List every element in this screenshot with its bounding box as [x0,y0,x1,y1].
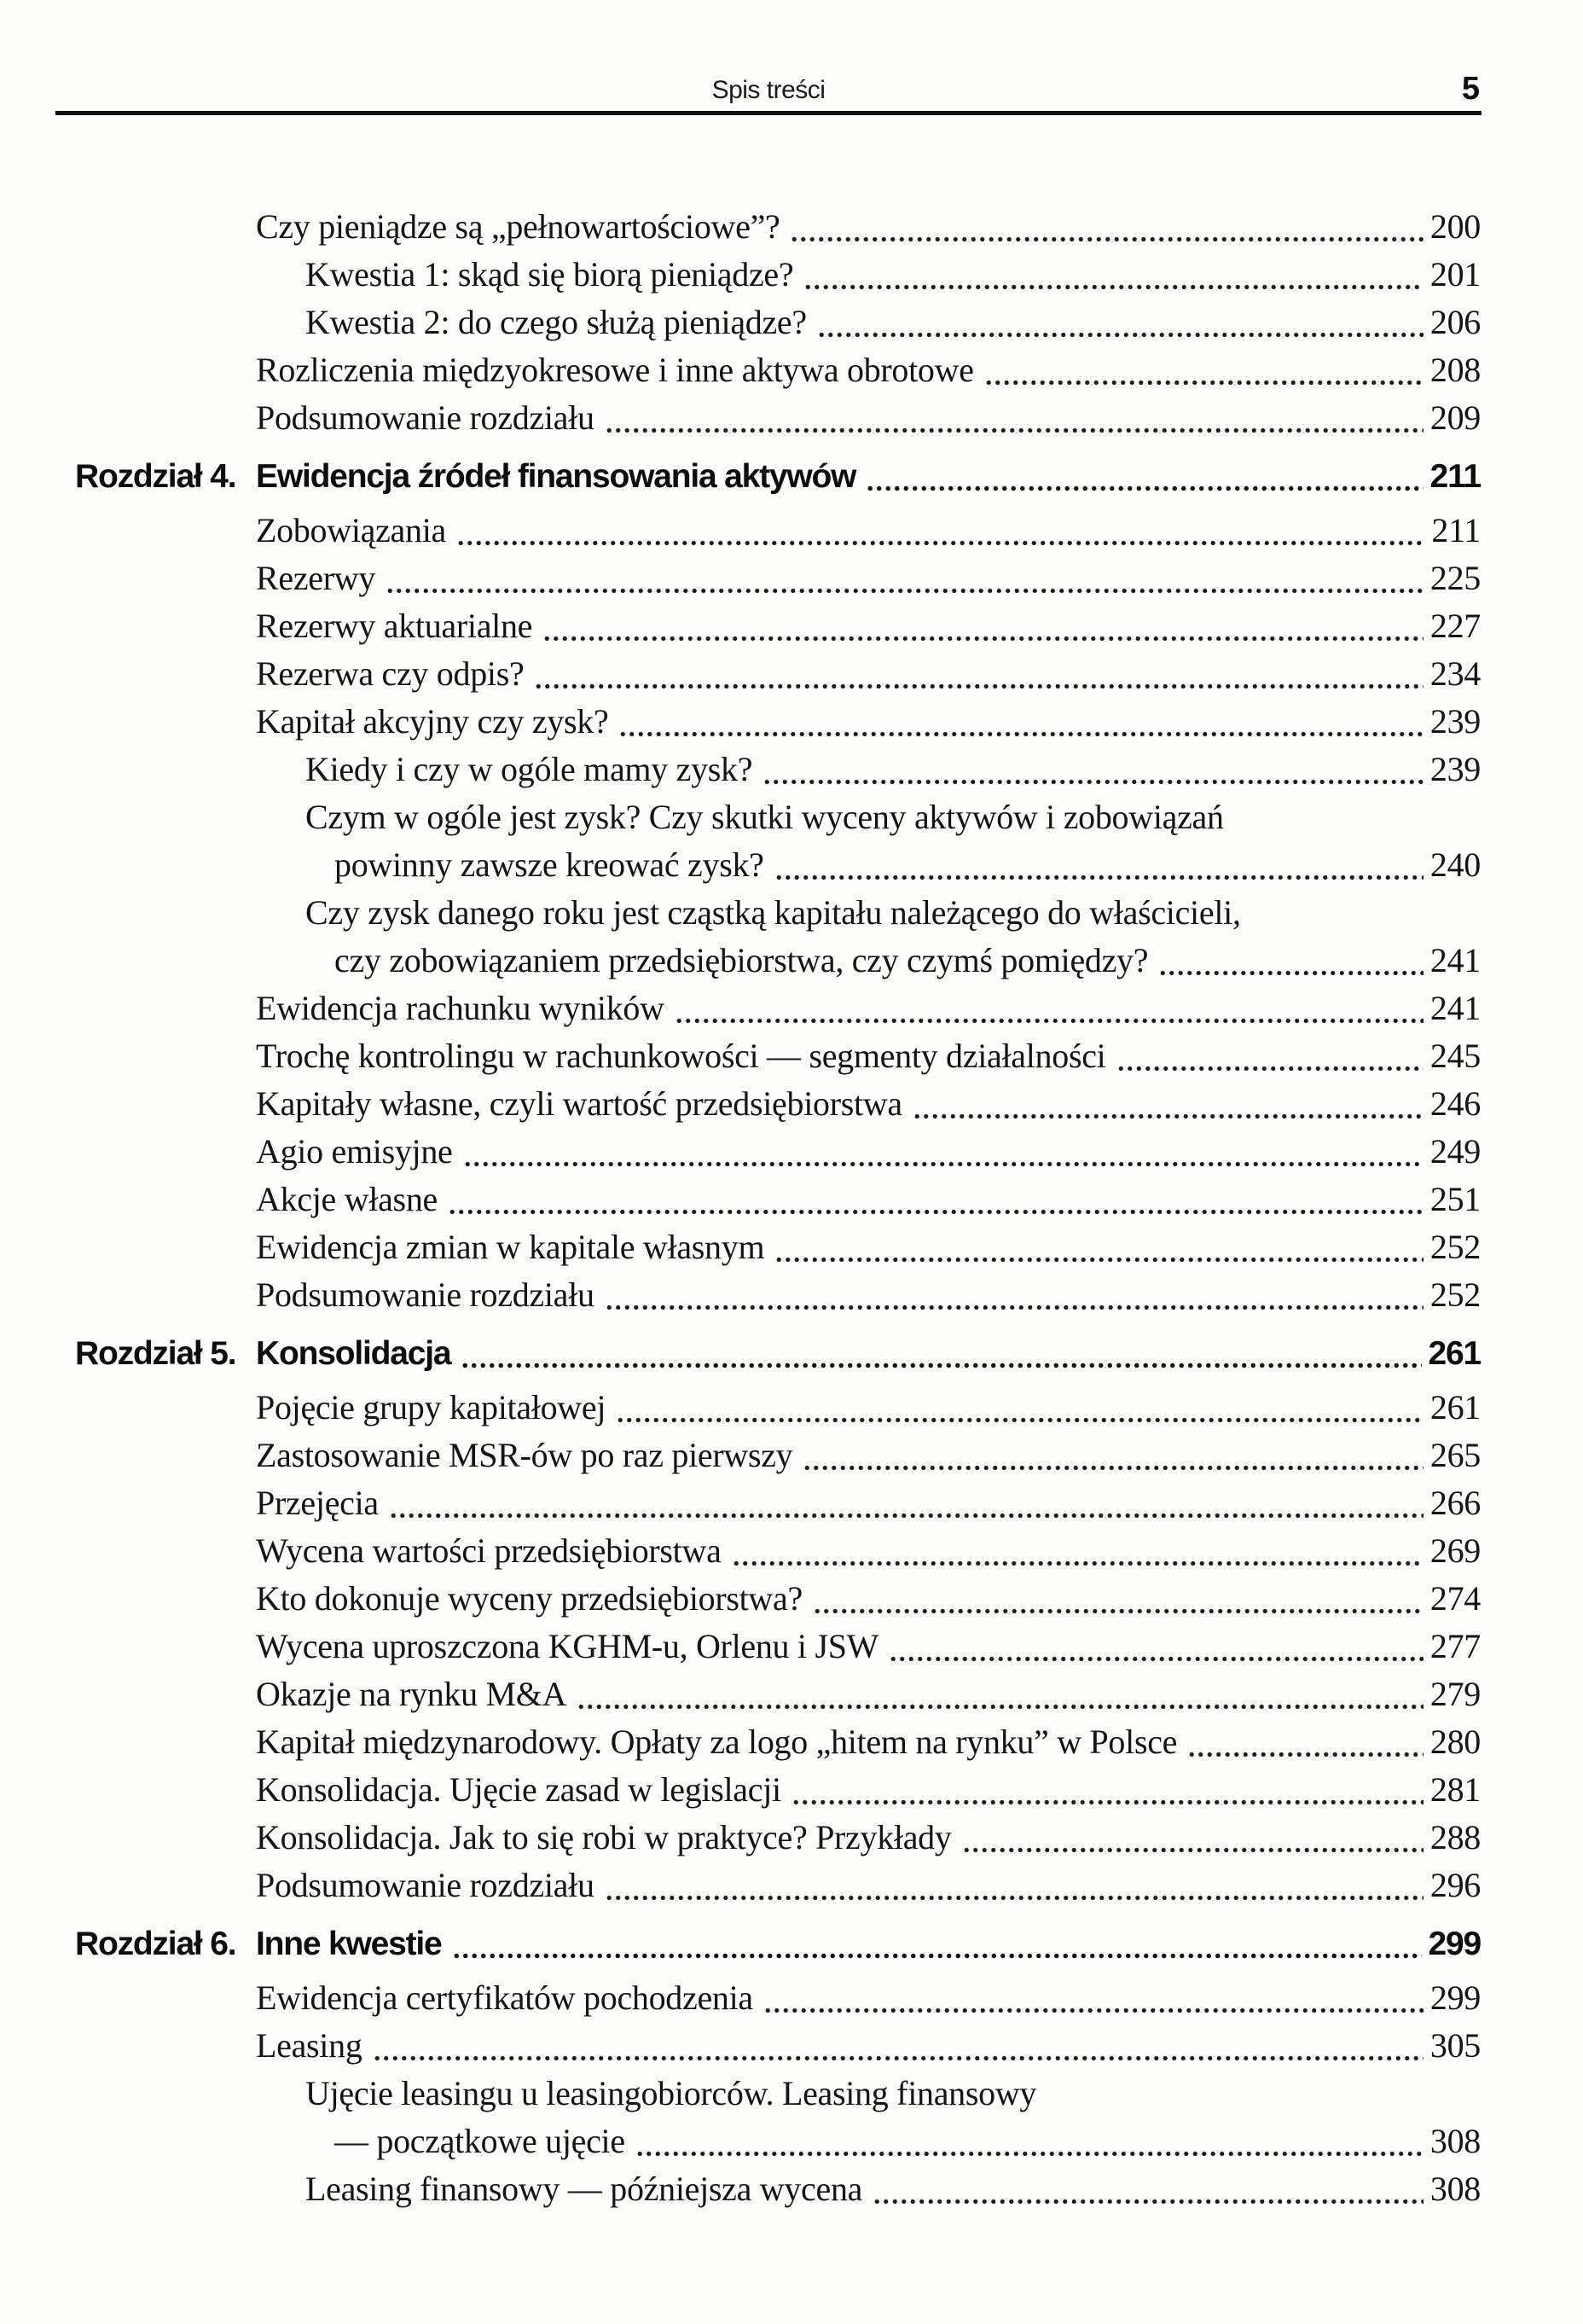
entry-title: Trochę kontrolingu w rachunkowości — segmenty działalności [256,1037,1106,1075]
dot-leader [763,779,1424,785]
page-number: 239 [1429,702,1481,741]
entry-title: Leasing [256,2026,362,2065]
dot-leader [866,485,1423,491]
page-number: 281 [1429,1770,1481,1809]
dot-leader [456,540,1424,546]
page-number: 251 [1429,1180,1481,1218]
toc-entry-row [75,2022,1481,2070]
toc-entry-row [75,299,1481,346]
entry-title: Rezerwy [256,559,376,597]
toc-entry-row [75,1814,1481,1862]
dot-leader [605,1895,1424,1901]
entry-title: Czy zysk danego roku jest cząstką kapitału należącego do właścicieli, [305,893,1241,932]
toc-entry-row [75,793,1481,841]
running-head [55,70,1482,106]
page-number: 261 [1429,1388,1481,1426]
dot-leader [461,1362,1421,1368]
entry-title: Zastosowanie MSR-ów po raz pierwszy [256,1436,793,1474]
entry-title: Kiedy i czy w ogóle mamy zysk? [305,750,753,788]
entry-title: Czy pieniądze są „pełnowartościowe”? [256,207,780,246]
page-number: 211 [1429,458,1481,495]
dot-leader [463,1161,1424,1167]
entry-title: Ewidencja zmian w kapitale własnym [256,1228,765,1266]
dot-leader [605,1304,1424,1310]
dot-leader [448,1209,1424,1215]
page-number: 201 [1429,255,1481,293]
entry-title: Zobowiązania [256,511,446,549]
page-number: 225 [1429,559,1481,597]
toc-entry-row [75,2070,1481,2118]
page-number: 308 [1429,2122,1481,2160]
dot-leader [962,1847,1424,1853]
page-number: 305 [1429,2026,1481,2065]
chapter-label: Rozdział 5. [75,1335,236,1372]
running-head-title: Spis treści [711,76,826,104]
toc-entry-row [75,203,1481,251]
entry-title: Konsolidacja. Jak to się robi w praktyce? Przykłady [256,1818,952,1856]
page-number: 245 [1429,1037,1481,1075]
page-number: 252 [1429,1275,1481,1314]
dot-leader [618,731,1423,737]
entry-title: Ujęcie leasingu u leasingobiorców. Leasing finansowy [305,2074,1037,2112]
dot-leader [577,1704,1424,1710]
entry-title: Podsumowanie rozdziału [256,1866,594,1904]
toc-chapter-row [75,1920,1481,1968]
page-number: 211 [1431,511,1481,549]
toc-entry-row [75,1080,1481,1128]
toc-entry-row [75,2165,1481,2213]
chapter-title: Inne kwestie [256,1926,442,1962]
entry-title: Leasing finansowy — późniejsza wycena [305,2170,863,2208]
toc-entry-row [75,1479,1481,1527]
chapter-label: Rozdział 4. [75,458,236,495]
entry-title: Pojęcie grupy kapitałowej [256,1388,606,1426]
page-number: 246 [1429,1084,1481,1123]
entry-title: czy zobowiązaniem przedsiębiorstwa, czy czymś pomiędzy? [334,941,1149,979]
page-number: 252 [1429,1228,1481,1266]
toc-entry-row [75,1432,1481,1479]
entry-title: Kwestia 2: do czego służą pieniądze? [305,303,807,341]
toc-entry-row [75,394,1481,442]
dot-leader [1158,970,1424,976]
toc-entry-row [75,1384,1481,1432]
dot-leader [889,1656,1424,1662]
dot-leader [675,1018,1424,1024]
entry-title: Agio emisyjne [256,1132,453,1171]
entry-title: Podsumowanie rozdziału [256,1275,594,1314]
dot-leader [803,284,1424,290]
dot-leader [452,1953,1422,1959]
page-number: 299 [1429,1978,1481,2017]
entry-title: Kwestia 1: skąd się biorą pieniądze? [305,255,794,293]
entry-title: Wycena wartości przedsiębiorstwa [256,1531,722,1570]
dot-leader [542,636,1424,642]
dot-leader [813,1608,1424,1614]
toc-entry-row [75,1862,1481,1909]
toc-entry-row [75,985,1481,1032]
toc-entry-row [75,841,1481,889]
dot-leader [386,588,1424,594]
page-number: 279 [1429,1675,1481,1713]
page-number: 208 [1429,351,1481,389]
page-number: 288 [1429,1818,1481,1856]
toc-entry-row [75,698,1481,746]
toc-entry-row [75,1032,1481,1080]
dot-leader [534,683,1423,689]
page-number: 239 [1429,750,1481,788]
dot-leader [605,427,1424,433]
entry-title: Kapitał akcyjny czy zysk? [256,702,609,741]
page-number: 299 [1428,1926,1481,1962]
toc-entry-row [75,1718,1481,1766]
entry-title: Kto dokonuje wyceny przedsiębiorstwa? [256,1579,803,1618]
toc-entry-row [75,1223,1481,1271]
page-number: 234 [1429,654,1481,693]
toc-entry-row [75,2118,1481,2165]
dot-leader [732,1560,1424,1566]
entry-title: — początkowe ujęcie [334,2122,625,2160]
dot-leader [774,874,1424,880]
dot-leader [792,1799,1424,1805]
entry-title: Przejęcia [256,1484,379,1522]
toc-entry-row [75,1974,1481,2022]
toc-entry-row [75,889,1481,937]
toc-chapter-row [75,1330,1481,1378]
page-number: 296 [1429,1866,1481,1904]
dot-leader [1187,1752,1424,1758]
page-number: 308 [1429,2170,1481,2208]
dot-leader [389,1513,1424,1519]
toc-entry-row [75,1176,1481,1223]
page-number: 241 [1429,989,1481,1027]
dot-leader [373,2055,1424,2061]
dot-leader [635,2151,1424,2157]
toc-entry-row [75,1271,1481,1319]
toc-entry-row [75,1766,1481,1814]
entry-title: Rezerwy aktuarialne [256,607,533,645]
page-number: 277 [1429,1627,1481,1665]
dot-leader [774,1257,1424,1263]
page-number: 206 [1429,303,1481,341]
page-number: 200 [1429,207,1481,246]
header-rule [55,111,1482,115]
dot-leader [984,380,1424,386]
dot-leader [803,1465,1424,1471]
page-number: 280 [1429,1723,1481,1761]
entry-title: powinny zawsze kreować zysk? [334,845,764,884]
chapter-title: Konsolidacja [256,1335,451,1372]
entry-title: Kapitał międzynarodowy. Opłaty za logo „hitem na rynku” w Polsce [256,1723,1178,1761]
entry-title: Wycena uproszczona KGHM-u, Orlenu i JSW [256,1627,879,1665]
page-number: 240 [1429,845,1481,884]
page-number: 241 [1429,941,1481,979]
toc-chapter-row [75,453,1481,501]
entry-title: Kapitały własne, czyli wartość przedsiębiorstwa [256,1084,902,1123]
toc-entry-row [75,1670,1481,1718]
dot-leader [790,236,1423,242]
toc-entry-row [75,251,1481,299]
dot-leader [616,1417,1424,1423]
page-number: 227 [1429,607,1481,645]
entry-title: Rozliczenia międzyokresowe i inne aktywa obrotowe [256,351,974,389]
entry-title: Ewidencja certyfikatów pochodzenia [256,1978,753,2017]
toc-entry-row [75,1575,1481,1623]
page-number: 209 [1429,398,1481,437]
toc-entry-row [75,507,1481,555]
dot-leader [913,1113,1424,1119]
chapter-title: Ewidencja źródeł finansowania aktywów [256,458,856,495]
toc [75,203,1481,2213]
chapter-label: Rozdział 6. [75,1926,236,1962]
dot-leader [873,2199,1424,2205]
page-number: 269 [1429,1531,1481,1570]
toc-entry-row [75,555,1481,602]
entry-title: Konsolidacja. Ujęcie zasad w legislacji [256,1770,781,1809]
toc-entry-row [75,1623,1481,1670]
entry-title: Rezerwa czy odpis? [256,654,525,693]
entry-title: Okazje na rynku M&A [256,1675,567,1713]
entry-title: Czym w ogóle jest zysk? Czy skutki wyceny aktywów i zobowiązań [305,798,1224,836]
dot-leader [763,2007,1424,2013]
toc-entry-row [75,937,1481,985]
toc-entry-row [75,1527,1481,1575]
page-number: 274 [1429,1579,1481,1618]
dot-leader [1116,1066,1424,1072]
page-number: 261 [1428,1335,1481,1372]
running-head-page-number: 5 [1461,71,1480,107]
page-number: 249 [1429,1132,1481,1171]
page-number: 266 [1429,1484,1481,1522]
page-number: 265 [1429,1436,1481,1474]
dot-leader [817,332,1424,338]
toc-entry-row [75,602,1481,650]
entry-title: Podsumowanie rozdziału [256,398,594,437]
entry-title: Akcje własne [256,1180,438,1218]
toc-entry-row [75,746,1481,793]
toc-entry-row [75,346,1481,394]
entry-title: Ewidencja rachunku wyników [256,989,664,1027]
toc-entry-row [75,650,1481,698]
toc-entry-row [75,1128,1481,1176]
